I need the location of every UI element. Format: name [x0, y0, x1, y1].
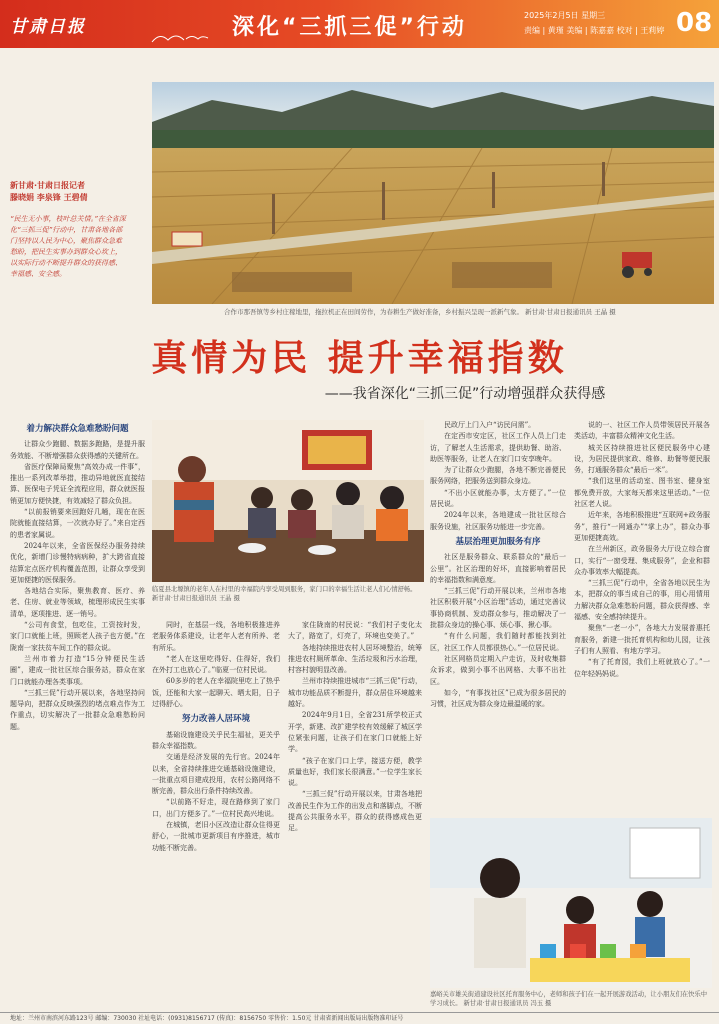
paragraph: 聚焦“一老一小”，各地大力发展普惠托育服务，新建一批托育机构和幼儿园，让孩子们有人照看、有地方学习。	[574, 624, 710, 655]
paragraph: 各地结合实际，聚焦教育、医疗、养老、住房、就业等领域，梳理形成民生实事清单，逐项推进、逐一销号。	[10, 587, 145, 618]
masthead	[0, 0, 719, 48]
paragraph: “有了托育园，我们上班就放心了。”一位年轻妈妈说。	[574, 658, 710, 678]
paragraph: 在兰州新区，政务服务大厅设立综合窗口，实行“一窗受理、集成服务”，企业和群众办事效率大幅提高。	[574, 545, 710, 576]
paragraph: 在城镇，老旧小区改造让群众住得更舒心，一批城市更新项目有序推进，城市功能不断完善。	[152, 821, 280, 852]
paragraph: “我们这里的活动室、图书室、健身室都免费开放，大家每天都来这里活动。”一位社区老人说。	[574, 477, 710, 509]
paragraph: 城关区持续推进社区便民服务中心建设，为居民提供家政、维修、助餐等便民服务，打通服务群众“最后一米”。	[574, 443, 710, 475]
paragraph: “以前报销要来回跑好几趟，现在在医院就能直接结算，一次就办好了。”来自定西的患者家属说。	[10, 508, 145, 539]
paragraph: “三抓三促”行动中，全省各地以民生为本，把群众的事当成自己的事，用心用情用力解决群众急难愁盼问题，群众获得感、幸福感、安全感持续提升。	[574, 579, 710, 622]
paragraph: “老人在这里吃得好、住得好，我们在外打工也放心了。”临夏一位村民说。	[152, 654, 280, 675]
paragraph: 2024年以来，全省医保经办服务持续优化，新增门诊慢特病病种，扩大跨省直接结算定点医疗机构覆盖范围，让群众享受到更加便捷的医保服务。	[10, 541, 145, 584]
paragraph: 社区是服务群众、联系群众的“最后一公里”。社区治理的好坏，直接影响着居民的幸福指数和满意度。	[430, 553, 566, 584]
paragraph: “不出小区就能办事，太方便了。”一位居民说。	[430, 488, 566, 509]
paragraph: 说的一、社区工作人员带领居民开展各类活动，丰富群众精神文化生活。	[574, 421, 710, 441]
subheadline: ——我省深化“三抓三促”行动增强群众获得感	[324, 386, 606, 402]
article-column-3	[288, 620, 422, 1010]
article-column-2	[152, 620, 280, 1010]
paragraph: 近年来，各地积极推进“互联网+政务服务”，推行“一网通办”“掌上办”，群众办事更加便捷高效。	[574, 511, 710, 542]
article-column-5	[574, 420, 710, 810]
elderly-care-illustration	[152, 420, 424, 582]
editor-credits: 责编 | 黄瑾 美编 | 陈嘉嘉 校对 | 王莉婷	[524, 26, 665, 35]
paragraph: 在定西市安定区，社区工作人员上门走访，了解老人生活需求，提供助餐、助浴、助医等服务，让老人在家门口安享晚年。	[430, 432, 566, 463]
byline-reporters: 滕晓娟 李泉锋 王碧倩	[10, 193, 88, 202]
paragraph: 省医疗保障局聚焦“高效办成一件事”，推出一系列改革举措，推动异地就医直接结算、医保电子凭证全流程应用，群众就医报销更加方便快捷，有效减轻了群众负担。	[10, 462, 145, 505]
paragraph: 家住陇南的村民说：“我们村子变化太大了，路宽了，灯亮了，环境也变美了。”	[288, 621, 422, 641]
page-number: 08	[676, 8, 713, 38]
farmland-illustration	[152, 82, 714, 304]
bird-icon	[150, 30, 210, 46]
lead-paragraph: “民生无小事，枝叶总关情。”在全省深化“三抓三促”行动中，甘肃各地各部门坚持以人民为中心，聚焦群众急难愁盼，把民生实事办到群众心坎上，以实际行动不断提升群众的获得感、幸福感、安全感。	[10, 215, 126, 278]
paragraph: “公司有食堂，包吃住，工资按时发，家门口就能上班，照顾老人孩子也方便。”在陇南一家扶贫车间工作的群众说。	[10, 621, 145, 652]
paragraph: “三抓三促”行动开展以来，各地坚持问题导向，把群众反映强烈的堵点难点作为工作重点，切实解决了一批群众急难愁盼问题。	[10, 688, 145, 731]
paragraph: 同时，在基层一线，各地积极推进养老服务体系建设，让老年人老有所养、老有所乐。	[152, 621, 280, 652]
paragraph: 2024年以来，各地建成一批社区综合服务设施，社区服务功能进一步完善。	[430, 511, 566, 531]
column-2-heading: 努力改善人居环境	[181, 714, 250, 725]
section-title: 深化“三抓三促”行动	[232, 15, 467, 40]
column-4-heading: 基层治理更加服务有序	[455, 536, 541, 547]
column-1-heading: 着力解决群众急难愁盼问题	[26, 424, 129, 434]
childcare-photo	[430, 818, 712, 988]
paragraph: 基础设施建设关乎民生福祉，更关乎群众幸福指数。	[152, 730, 280, 750]
paragraph: “孩子在家门口上学，接送方便，教学质量也好，我们家长很满意。”一位学生家长说。	[288, 756, 422, 788]
paragraph: “以前路不好走，现在路修到了家门口，出门方便多了。”一位村民高兴地说。	[152, 798, 280, 818]
hero-photo-caption: 合作市那吾镇等乡村庄稼地里，拖拉机正在田间劳作，为春耕生产做好准备，乡村振兴呈现一派新气象。 新甘肃·甘肃日报通讯员 王晶 摄	[224, 308, 616, 316]
paragraph: “三抓三促”行动开展以来，甘肃各地把改善民生作为工作的出发点和落脚点，不断提高公共服务水平，群众的获得感成色更足。	[288, 790, 422, 833]
byline-block	[10, 180, 128, 310]
issue-date: 2025年2月5日 星期三	[524, 11, 606, 20]
paragraph: 社区网格员定期入户走访，及时收集群众诉求，做到小事不出网格、大事不出社区。	[430, 654, 566, 686]
headline: 真情为民 提升幸福指数	[151, 338, 568, 379]
elderly-care-photo	[152, 420, 424, 582]
elderly-photo-caption: 临夏县北塬镇的老年人在村里的幸福院内享受周到服务，家门口的幸福生活让老人们心情舒畅。 新甘肃·甘肃日报通讯员 王晶 摄	[152, 586, 417, 602]
paragraph: 让群众少跑腿、数据多跑路，是提升服务效能、不断增强群众获得感的关键所在。	[10, 440, 145, 460]
paragraph: 交通是经济发展的先行官。2024年以来，全省持续推进交通基础设施建设，一批重点项目建成投用，农村公路网络不断完善，群众出行条件持续改善。	[152, 753, 280, 796]
childcare-illustration	[430, 818, 712, 988]
childcare-photo-caption: 嘉峪关市雄关街道建设社区托育服务中心，老师和孩子们在一起开展游戏活动，让小朋友们在快乐中学习成长。 新甘肃·甘肃日报通讯员 冯玉 摄	[430, 991, 708, 1007]
article-column-4	[430, 420, 566, 810]
byline-agency: 新甘肃·甘肃日报记者	[10, 181, 86, 190]
article-column-1	[10, 420, 145, 1010]
hero-farmland-photo	[152, 82, 714, 304]
paragraph: 兰州市持续推进城市“三抓三促”行动，城市功能品质不断提升，群众居住环境越来越好。	[288, 677, 422, 709]
paragraph: 2024年9月1日，全省231所学校正式开学，新建、改扩建学校有效缓解了城区学位紧张问题，让孩子们在家门口就能上好学。	[288, 711, 422, 754]
brand-logo: 甘肃日报	[10, 17, 86, 37]
paragraph: “有什么问题，我们随时都能找到社区，社区工作人员都很热心。”一位居民说。	[430, 632, 566, 652]
footer: 地址：兰州市南滨河东路123号 邮编：730030 社址电话：(0931)8156717 (传真)：8156750 零售价：1.50元 甘肃省新闻出版局出版物准印证号	[0, 1012, 719, 1024]
paragraph: “三抓三促”行动开展以来，兰州市各地社区积极开展“小区治理”活动，通过完善议事协商机制、发动群众参与，推动解决了一批群众身边的操心事、烦心事、揪心事。	[430, 587, 566, 630]
paragraph: 民政厅上门入户“访民问需”。	[444, 421, 536, 429]
paragraph: 各地持续推进农村人居环境整治，统筹推进农村厕所革命、生活垃圾和污水治理，村容村貌明显改善。	[288, 643, 422, 675]
paragraph: 如今，“有事找社区”已成为很多居民的习惯，社区成为群众身边最温暖的家。	[430, 688, 566, 709]
paragraph: 兰州市着力打造“15分钟便民生活圈”，建成一批社区综合服务站，群众在家门口就能办理各类事项。	[10, 654, 145, 686]
paragraph: 60多岁的老人在幸福院里吃上了热乎饭，还能和大家一起聊天、晒太阳，日子过得舒心。	[152, 677, 280, 709]
paragraph: 为了让群众少跑腿，各地不断完善便民服务网络，把服务送到群众身边。	[430, 466, 566, 486]
